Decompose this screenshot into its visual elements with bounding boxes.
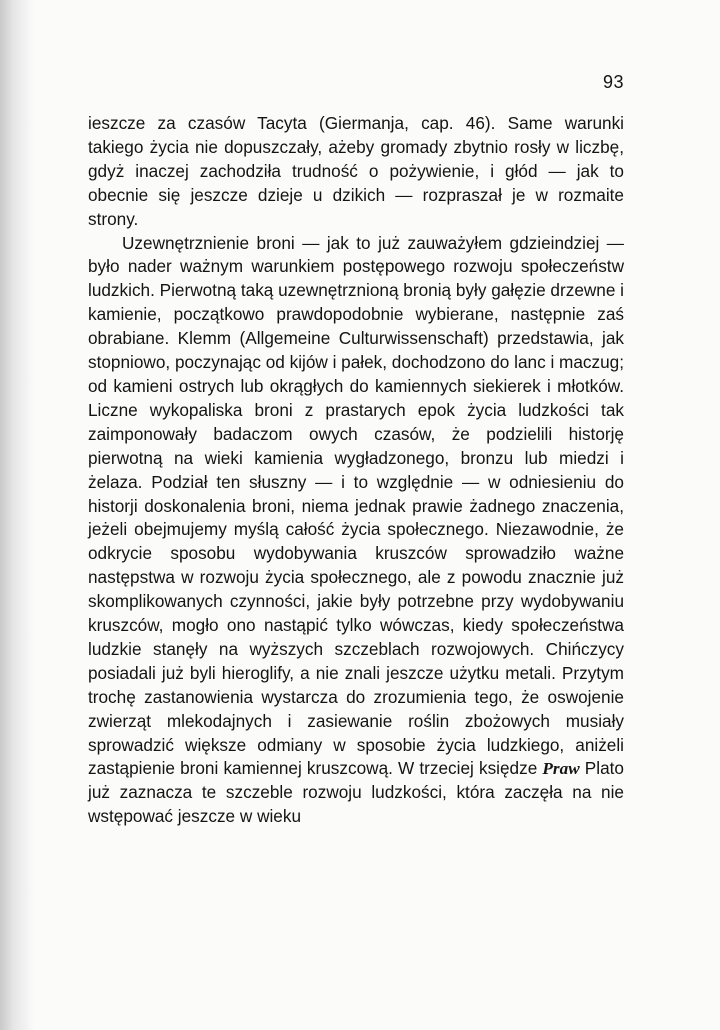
page-spine-shadow xyxy=(0,0,34,1030)
paragraph-2-text: Uzewnętrznienie broni — jak to już zauważyłem gdzieindziej — było nader ważnym warunkiem postępowego rozwoju społeczeństw ludzkich. Pierwotną taką uzewnętrznioną bronią były gałęzie drzewne i kamienie, początkowo prawdopodobnie wybierane, następnie zaś obrabiane. Klemm (Allgemeine Culturwissenschaft) przedstawia, jak stopniowo, poczynając od kijów i pałek, dochodzono do lanc i maczug; od kamieni ostrych lub okrągłych do kamiennych siekierek i młotków. Liczne wykopaliska broni z prastarych epok życia ludzkości tak zaimponowały badaczom owych czasów, że podzielili historję pierwotną na wieki kamienia wygładzonego, bronzu lub miedzi i żelaza. Podział ten słuszny — i to względnie — w odniesieniu do historji doskonalenia broni, niema jednak prawie żadnego znaczenia, jeżeli obejmujemy myślą całość życia społecznego. Niezawodnie, że odkrycie sposobu wydobywania kruszców sprowadziło ważne następstwa w rozwoju życia społecznego, ale z powodu znacznie już skomplikowanych czynności, jakie były potrzebne przy wydobywaniu kruszców, mogło ono nastąpić tylko wówczas, kiedy społeczeństwa ludzkie stanęły na wyższych szczeblach rozwojowych. Chińczycy posiadali już byli hieroglify, a nie znali jeszcze użytku metali. Przytym trochę zastanowienia wystarcza do zrozumienia tego, że oswojenie zwierząt mlekodajnych i zasiewanie roślin zbożowych musiały sprowadzić większe odmiany w sposobie życia ludzkiego, aniżeli zastąpienie broni kamiennej kruszcową. W trzeciej księdze xyxy=(88,232,624,779)
paragraph-2-ending: Plato już zaznacza te szczeble rozwoju ludzkości, która zaczęła na nie wstępować jeszcze w wieku xyxy=(88,758,624,827)
paragraph-2 xyxy=(88,232,624,830)
italic-title: Praw xyxy=(542,759,580,779)
body-text xyxy=(88,112,624,829)
page-number: 93 xyxy=(602,72,624,92)
paragraph-1: ieszcze za czasów Tacyta (Giermanja, cap. 46). Same warunki takiego życia nie dopuszczały, ażeby gromady zbytnio rosły w liczbę, gdyż inaczej zachodziła trudność o pożywienie, i głód — jak to obecnie się jeszcze dzieje u dzikich — rozpraszał je w rozmaite strony. xyxy=(88,113,624,229)
